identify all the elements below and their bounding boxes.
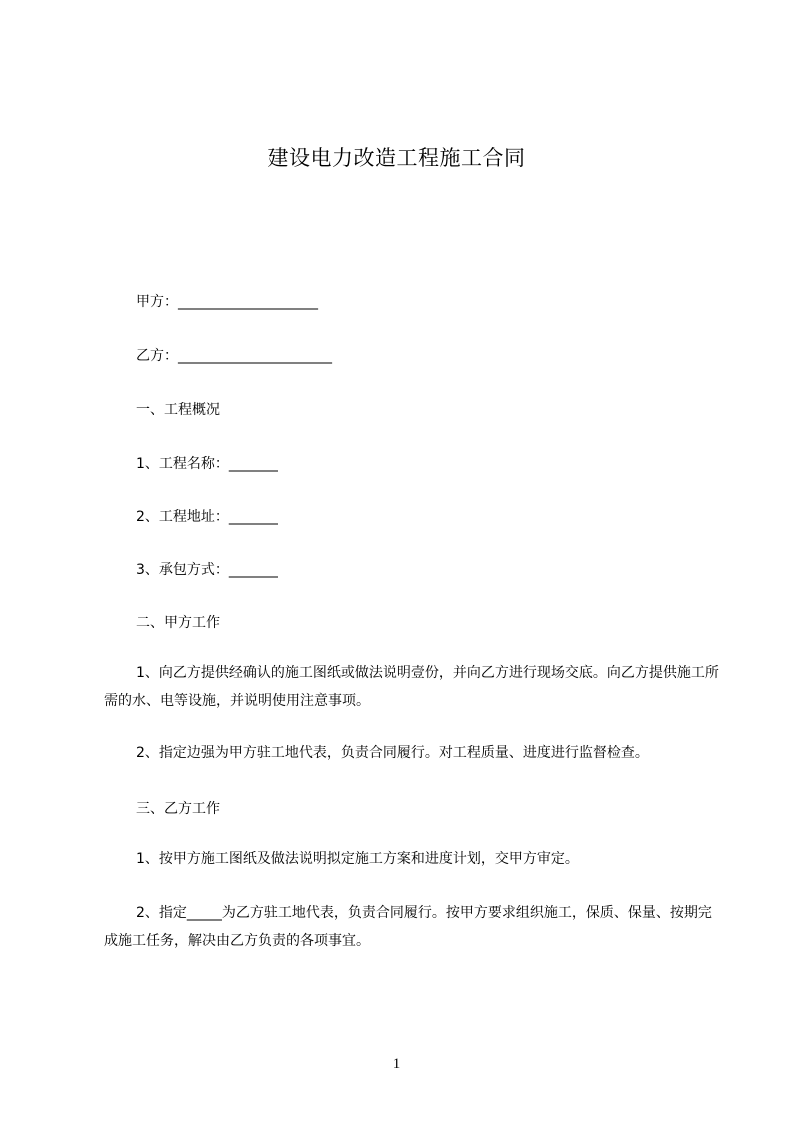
document-title: 建设电力改造工程施工合同 [267, 146, 526, 170]
party-b-work-2-text: 2、指定_____为乙方驻工地代表，负责合同履行。按甲方要求组织施工，保质、保量、按期完成施工任务，解决由乙方负责的各项事宜。 [104, 905, 712, 949]
party-b-work-paragraph-2 [104, 899, 720, 955]
section-heading-party-a-work: 二、甲方工作 [136, 615, 220, 631]
project-address-field: 2、工程地址：_______ [136, 509, 278, 525]
party-a-work-paragraph-1 [104, 659, 720, 715]
party-b-work-1-text: 1、按甲方施工图纸及做法说明拟定施工方案和进度计划，交甲方审定。 [136, 851, 579, 867]
section-heading-project-overview: 一、工程概况 [136, 402, 220, 418]
party-a-work-paragraph-2 [104, 739, 720, 767]
party-b-field: 乙方：______________________ [136, 348, 332, 364]
project-name-field: 1、工程名称：_______ [136, 456, 278, 472]
contract-mode-field: 3、承包方式：_______ [136, 562, 278, 578]
party-a-work-2-text: 2、指定边强为甲方驻工地代表，负责合同履行。对工程质量、进度进行监督检查。 [136, 745, 649, 761]
party-a-field: 甲方：____________________ [136, 294, 318, 310]
section-heading-party-b-work: 三、乙方工作 [136, 801, 220, 817]
party-b-work-paragraph-1 [104, 845, 720, 873]
party-a-work-1-text: 1、向乙方提供经确认的施工图纸或做法说明壹份，并向乙方进行现场交底。向乙方提供施工所需的水、电等设施，并说明使用注意事项。 [104, 665, 719, 709]
page-number: 1 [392, 1056, 401, 1072]
